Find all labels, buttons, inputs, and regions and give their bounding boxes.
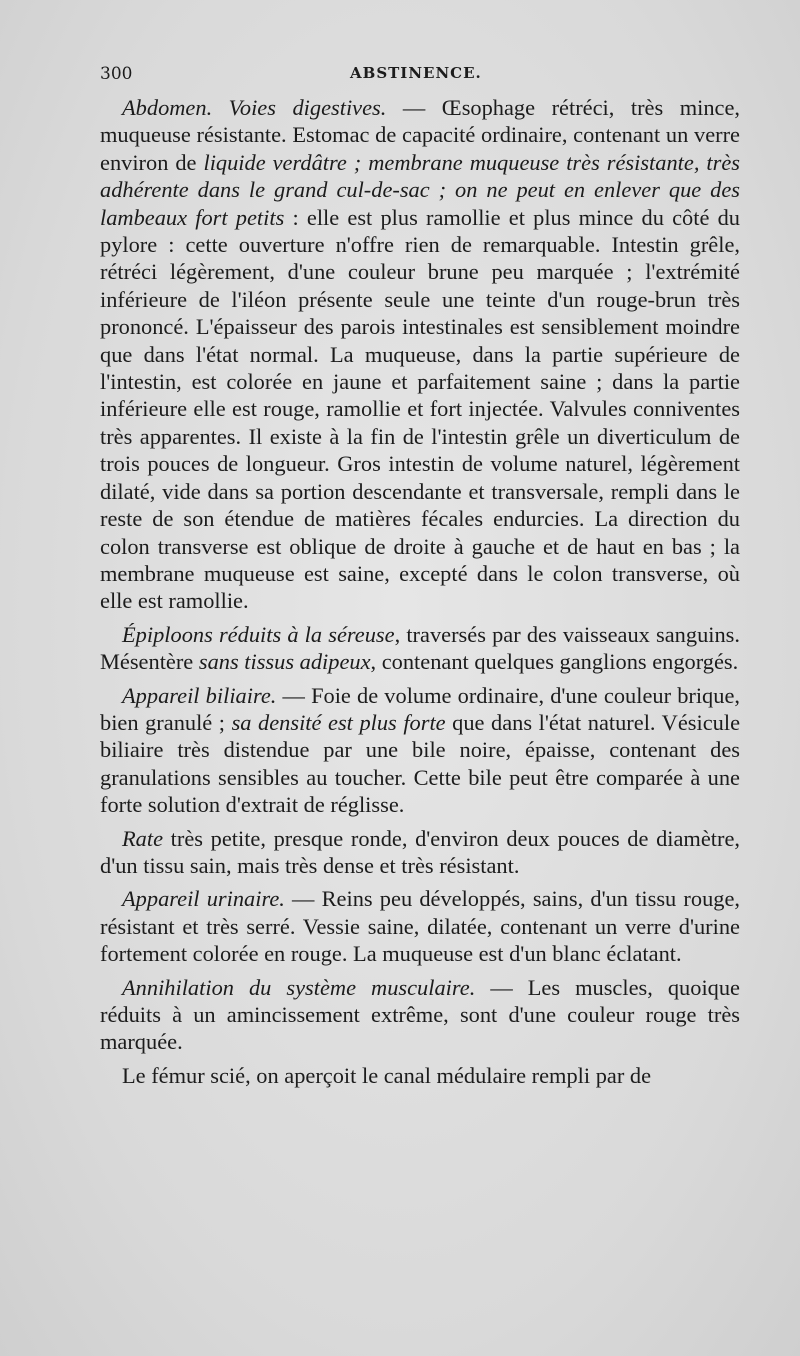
paragraph-text: — Foie de volume ordinaire, d'une couleur brique, bien granulé ;: [100, 682, 740, 735]
running-title: ABSTINENCE.: [350, 64, 482, 82]
italic-text: sa densité est plus forte: [231, 709, 446, 735]
page-header: [100, 64, 740, 88]
paragraph-epiploons: [100, 621, 740, 676]
paragraph-femur: [100, 1062, 740, 1089]
paragraph-text: très petite, presque ronde, d'environ deux pouces de diamètre, d'un tissu sain, mais très dense et très résistant.: [100, 825, 740, 878]
paragraph-text: — Œsophage rétréci, très mince, muqueuse résistante. Estomac de capacité ordinaire, contenant un verre environ de: [100, 95, 741, 175]
italic-text: sans tissus adipeux: [198, 649, 371, 675]
paragraph-text: , traversés par des vaisseaux sanguins. Mésentère: [100, 621, 740, 675]
section-lead: Appareil urinaire.: [122, 886, 285, 912]
paragraph-text: , contenant quelques ganglions engorgés.: [370, 649, 739, 675]
section-lead: Épiploons réduits à la séreuse: [122, 621, 395, 647]
paragraph-text: Le fémur scié, on aperçoit le canal médulaire rempli par de: [122, 1062, 652, 1088]
paragraph-text: — Les muscles, quoique réduits à un amincissement extrême, sont d'une couleur rouge très marquée.: [100, 974, 740, 1055]
paragraph-abdomen: [100, 94, 740, 615]
paragraph-systeme-musculaire: [100, 974, 740, 1056]
section-lead: Abdomen. Voies digestives.: [122, 95, 387, 120]
paragraph-text: que dans l'état naturel. Vésicule biliaire très distendue par une bile noire, épaisse, contenant des granulations sensibles au toucher. Cette bile peut être comparée à une forte solution d'extrait de réglisse.: [100, 709, 741, 818]
section-lead: Annihilation du système musculaire.: [122, 974, 476, 1000]
page-number: 300: [100, 64, 133, 84]
paragraph-text: — Reins peu développés, sains, d'un tissu rouge, résistant et très serré. Vessie saine, dilatée, contenant un verre d'urine fortement colorée en rouge. La muqueuse est d'un blanc éclatant.: [100, 886, 740, 967]
paragraph-appareil-biliaire: [100, 682, 740, 819]
paragraph-appareil-urinaire: [100, 885, 740, 967]
section-lead: Appareil biliaire.: [122, 682, 277, 708]
paragraph-text: : elle est plus ramollie et plus mince du côté du pylore : cette ouverture n'offre rien de remarquable. Intestin grêle, rétréci légèrement, d'une couleur brune peu marquée ; l'extrémité inférieure de l'iléon présente seule une teinte d'un rouge-brun très prononcé. L'épaisseur des parois intestinales est sensiblement moindre que dans l'état normal. La muqueuse, dans la partie supérieure de l'intestin, est colorée en jaune et parfaitement saine ; dans la partie inférieure elle est rouge, ramollie et fort injectée. Valvules conniventes très apparentes. Il existe à la fin de l'intestin grêle un diverticulum de trois pouces de longueur. Gros intestin de volume naturel, légèrement dilaté, vide dans sa portion descendante et transversale, rempli dans le reste de son étendue de matières fécales endurcies. La direction du colon transverse est oblique de droite à gauche et de haut en bas ; la membrane muqueuse est saine, excepté dans le colon transverse, où elle est ramollie.: [100, 204, 740, 614]
paragraph-rate: [100, 825, 740, 880]
italic-text: liquide verdâtre ; membrane muqueuse très résistante, très adhérente dans le grand cul-de-sac ; on ne peut en enlever que des lambeaux fort petits: [100, 149, 740, 230]
body-text: [100, 94, 740, 1089]
section-lead: Rate: [122, 825, 164, 851]
